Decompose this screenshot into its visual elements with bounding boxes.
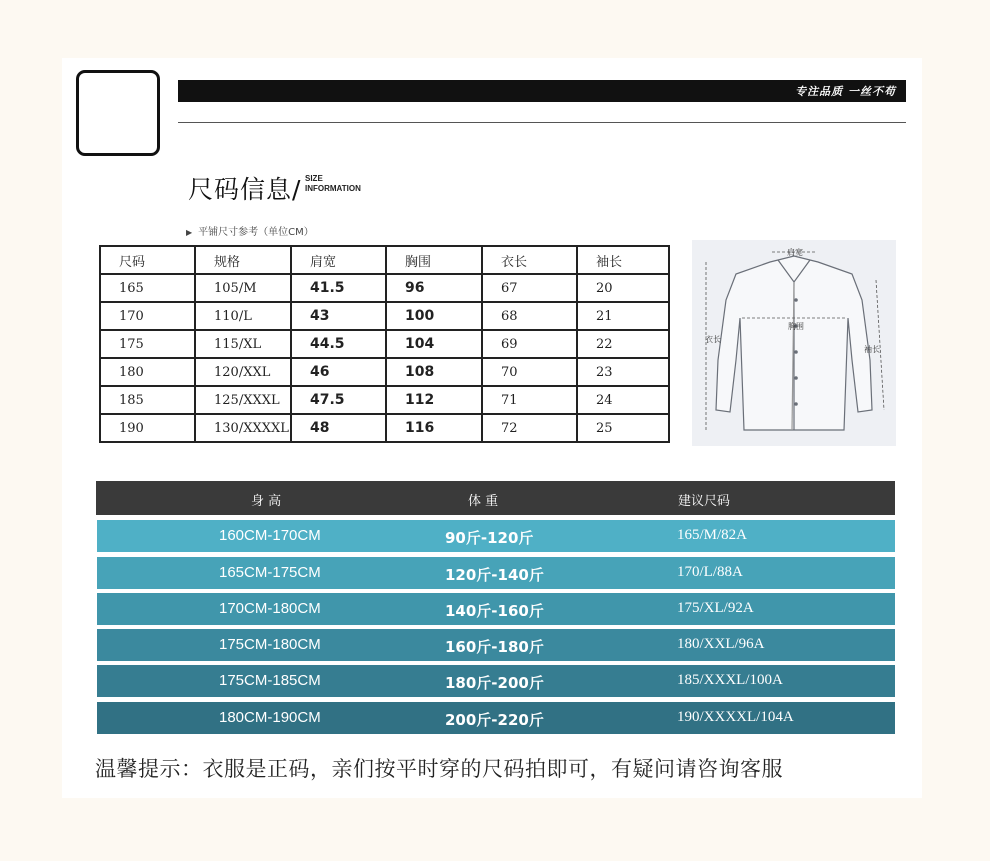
table-cell: 180 <box>100 358 195 386</box>
height-range: 170CM-180CM <box>219 600 321 617</box>
table-row <box>100 330 669 358</box>
table-cell: 69 <box>482 330 577 358</box>
shirt-diagram <box>692 240 896 446</box>
table-cell: 116 <box>386 414 482 442</box>
weight-range: 140斤-160斤 <box>445 602 544 620</box>
recommend-row <box>97 665 895 697</box>
table-row <box>100 386 669 414</box>
triangle-bullet-icon: ▶ <box>186 228 193 237</box>
table-cell: 44.5 <box>291 330 386 358</box>
table-cell: 185 <box>100 386 195 414</box>
table-cell: 43 <box>291 302 386 330</box>
subtitle-line-1: SIZE <box>305 174 323 183</box>
column-header: 袖长 <box>577 246 669 274</box>
table-cell: 105/M <box>195 274 291 302</box>
recommend-row <box>97 629 895 661</box>
column-header: 建议尺码 <box>678 494 731 509</box>
table-cell: 165 <box>100 274 195 302</box>
divider <box>178 122 906 123</box>
suggested-size: 180/XXL/96A <box>677 636 765 652</box>
height-range: 165CM-175CM <box>219 564 321 581</box>
table-cell: 48 <box>291 414 386 442</box>
recommend-row <box>97 593 895 625</box>
banner-slogan: 专注品质 一丝不苟 <box>795 85 896 98</box>
table-row <box>100 302 669 330</box>
table-cell: 25 <box>577 414 669 442</box>
table-cell: 110/L <box>195 302 291 330</box>
table-cell: 71 <box>482 386 577 414</box>
column-header: 体 重 <box>468 494 499 509</box>
suggested-size: 175/XL/92A <box>677 600 754 616</box>
suggested-size: 165/M/82A <box>677 527 748 543</box>
table-cell: 120/XXL <box>195 358 291 386</box>
table-row <box>100 274 669 302</box>
table-row <box>100 358 669 386</box>
table-cell: 130/XXXXL <box>195 414 291 442</box>
weight-range: 200斤-220斤 <box>445 711 544 729</box>
table-cell: 190 <box>100 414 195 442</box>
recommend-row <box>97 557 895 589</box>
table-cell: 96 <box>386 274 482 302</box>
table-cell: 20 <box>577 274 669 302</box>
weight-range: 180斤-200斤 <box>445 674 544 692</box>
table-cell: 24 <box>577 386 669 414</box>
height-range: 175CM-185CM <box>219 672 321 689</box>
table-cell: 21 <box>577 302 669 330</box>
column-header: 身 高 <box>251 494 282 509</box>
size-table <box>99 245 670 443</box>
height-range: 175CM-180CM <box>219 636 321 653</box>
suggested-size: 190/XXXXL/104A <box>677 709 794 725</box>
page-subtitle <box>305 174 361 194</box>
column-header: 尺码 <box>100 246 195 274</box>
table-cell: 125/XXXL <box>195 386 291 414</box>
shirt-illustration <box>692 240 896 446</box>
page-title: 尺码信息/ <box>188 175 302 204</box>
column-header: 规格 <box>195 246 291 274</box>
table-cell: 68 <box>482 302 577 330</box>
size-tip: 温馨提示：衣服是正码，亲们按平时穿的尺码拍即可，有疑问请咨询客服 <box>95 757 783 781</box>
top-banner <box>178 80 906 102</box>
table-cell: 67 <box>482 274 577 302</box>
column-header: 胸围 <box>386 246 482 274</box>
table-cell: 112 <box>386 386 482 414</box>
suggested-size: 170/L/88A <box>677 564 743 580</box>
logo-frame <box>76 70 160 156</box>
table-cell: 41.5 <box>291 274 386 302</box>
table-cell: 170 <box>100 302 195 330</box>
table-cell: 70 <box>482 358 577 386</box>
shoulder-label: 肩宽 <box>787 248 803 257</box>
table-cell: 108 <box>386 358 482 386</box>
height-range: 160CM-170CM <box>219 527 321 544</box>
recommend-row <box>97 520 895 552</box>
table-cell: 72 <box>482 414 577 442</box>
weight-range: 90斤-120斤 <box>445 529 534 547</box>
table-cell: 46 <box>291 358 386 386</box>
note-text: 平铺尺寸参考（单位CM） <box>198 227 314 238</box>
table-cell: 22 <box>577 330 669 358</box>
weight-range: 120斤-140斤 <box>445 566 544 584</box>
table-cell: 104 <box>386 330 482 358</box>
length-label: 衣长 <box>705 335 721 344</box>
measurement-note <box>186 223 314 238</box>
table-cell: 23 <box>577 358 669 386</box>
suggested-size: 185/XXXL/100A <box>677 672 783 688</box>
table-row <box>100 414 669 442</box>
recommend-row <box>97 702 895 734</box>
weight-range: 160斤-180斤 <box>445 638 544 656</box>
height-range: 180CM-190CM <box>219 709 321 726</box>
size-table-header <box>100 246 669 274</box>
table-cell: 175 <box>100 330 195 358</box>
table-cell: 115/XL <box>195 330 291 358</box>
column-header: 衣长 <box>482 246 577 274</box>
table-cell: 100 <box>386 302 482 330</box>
recommend-header <box>96 481 895 515</box>
sleeve-label: 袖长 <box>864 345 880 354</box>
subtitle-line-2: INFORMATION <box>305 184 361 193</box>
column-header: 肩宽 <box>291 246 386 274</box>
chest-label: 胸围 <box>788 322 804 331</box>
table-cell: 47.5 <box>291 386 386 414</box>
